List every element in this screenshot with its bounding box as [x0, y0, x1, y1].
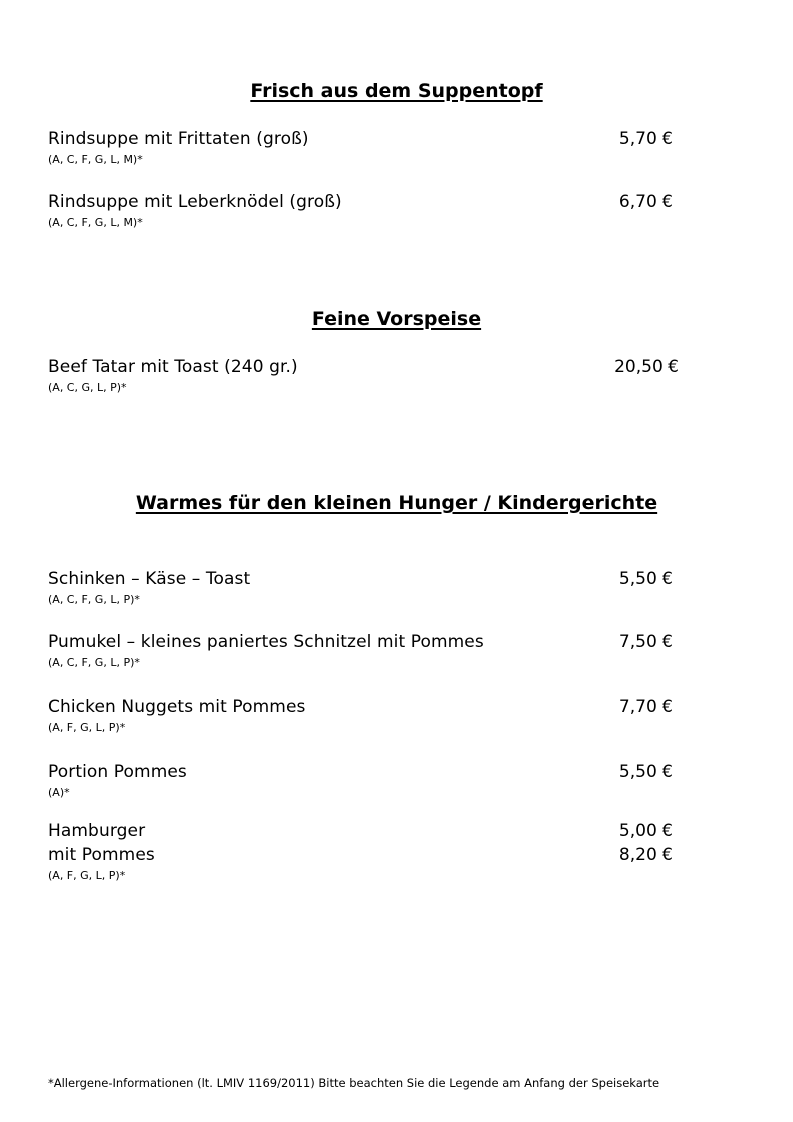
menu-item-price: 5,00 € — [618, 821, 673, 841]
section-heading-soups: Frisch aus dem Suppentopf — [250, 80, 543, 102]
section-heading-starters: Feine Vorspeise — [311, 308, 482, 330]
menu-item-allergens: (A, C, F, G, L, M)* — [48, 216, 143, 229]
menu-item-name: Hamburger — [48, 821, 146, 841]
menu-item-allergens: (A, C, F, G, L, P)* — [48, 593, 140, 606]
menu-item-price: 7,70 € — [618, 697, 673, 717]
menu-item-name: Portion Pommes — [48, 762, 187, 782]
menu-item-price: 20,50 € — [614, 357, 679, 377]
menu-item-allergens: (A, C, G, L, P)* — [48, 381, 127, 394]
section-heading-kids: Warmes für den kleinen Hunger / Kindergerichte — [135, 492, 658, 514]
menu-item-name: Pumukel – kleines paniertes Schnitzel mit Pommes — [48, 632, 484, 652]
menu-item-price: 7,50 € — [618, 632, 673, 652]
menu-item-allergens: (A)* — [48, 786, 70, 799]
menu-item-allergens: (A, C, F, G, L, M)* — [48, 153, 143, 166]
menu-item-allergens: (A, F, G, L, P)* — [48, 721, 126, 734]
menu-item-price: 5,70 € — [618, 129, 673, 149]
menu-item-price: 5,50 € — [618, 569, 673, 589]
menu-item-name: Rindsuppe mit Frittaten (groß) — [48, 129, 309, 149]
menu-item-variant-price: 8,20 € — [618, 845, 673, 865]
allergen-footnote: *Allergene-Informationen (lt. LMIV 1169/2011) Bitte beachten Sie die Legende am Anfang der Speisekarte — [48, 1076, 660, 1090]
menu-item-name: Chicken Nuggets mit Pommes — [48, 697, 306, 717]
menu-item-price: 6,70 € — [618, 192, 673, 212]
menu-item-name: Rindsuppe mit Leberknödel (groß) — [48, 192, 342, 212]
menu-item-allergens: (A, C, F, G, L, P)* — [48, 656, 140, 669]
menu-item-name: Schinken – Käse – Toast — [48, 569, 251, 589]
menu-item-price: 5,50 € — [618, 762, 673, 782]
menu-item-allergens: (A, F, G, L, P)* — [48, 869, 126, 882]
menu-item-variant-name: mit Pommes — [48, 845, 155, 865]
menu-item-name: Beef Tatar mit Toast (240 gr.) — [48, 357, 298, 377]
